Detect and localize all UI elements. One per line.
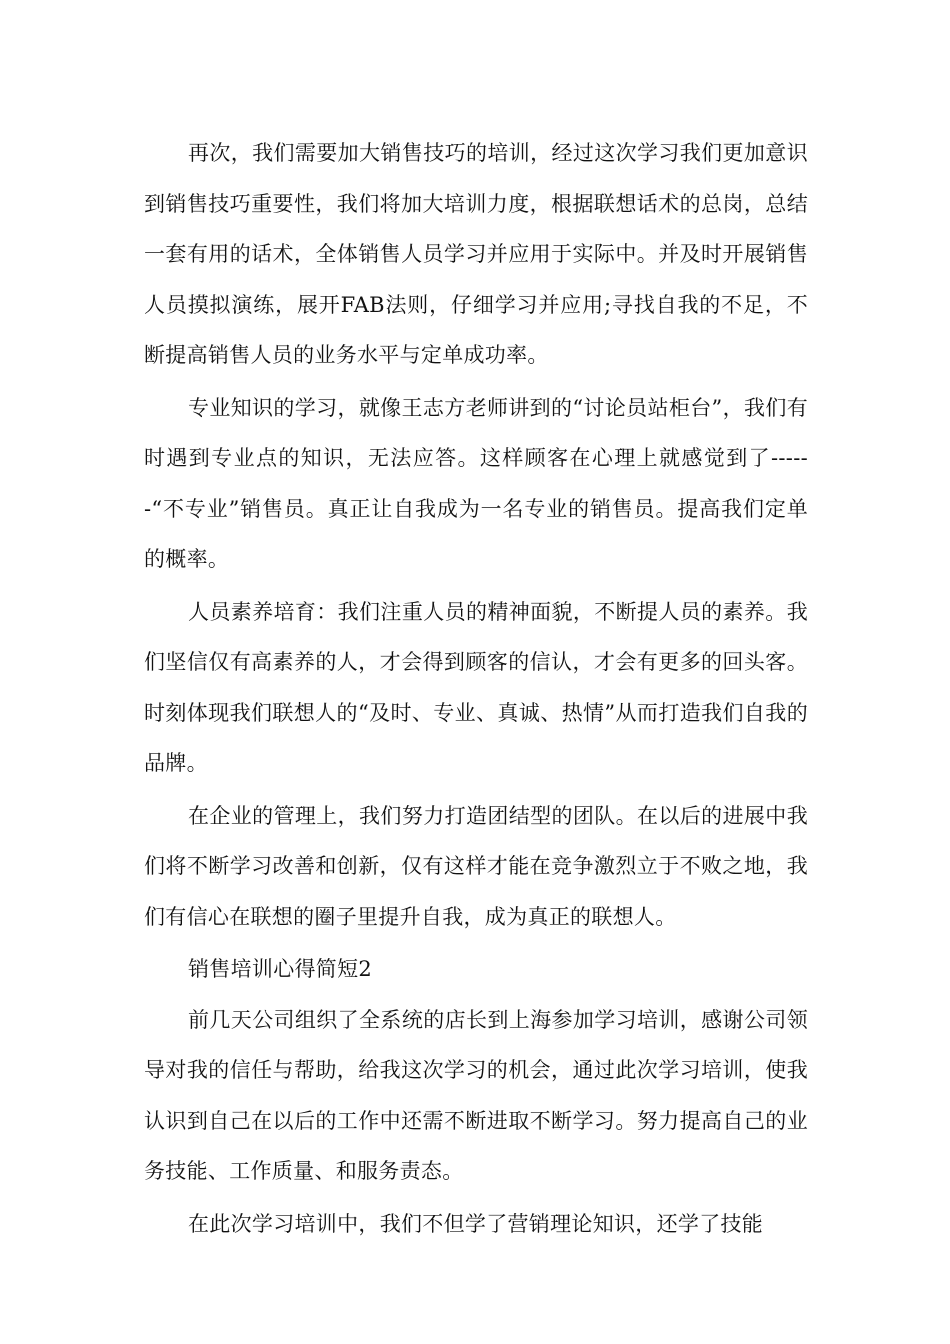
paragraph-professional-knowledge: 专业知识的学习，就像王志方老师讲到的“讨论员站柜台”，我们有时遇到专业点的知识，无法应答。这样顾客在心理上就感觉到了------“不专业”销售员。真正让自我成为一名专业的销售员。提高我们定单的概率。 xyxy=(144,395,808,571)
paragraph-management: 在企业的管理上，我们努力打造团结型的团队。在以后的进展中我们将不断学习改善和创新，仅有这样才能在竞争激烈立于不败之地，我们有信心在联想的圈子里提升自我，成为真正的联想人。 xyxy=(144,803,808,929)
paragraph-sales-skills: 再次，我们需要加大销售技巧的培训，经过这次学习我们更加意识到销售技巧重要性，我们将加大培训力度，根据联想话术的总岗，总结一套有用的话术，全体销售人员学习并应用于实际中。并及时开展销售人员摸拟演练，展开FAB法则，仔细学习并应用;寻找自我的不足，不断提高销售人员的业务水平与定单成功率。 xyxy=(144,141,808,367)
paragraph-training-trip: 前几天公司组织了全系统的店长到上海参加学习培训，感谢公司领导对我的信任与帮助，给我这次学习的机会，通过此次学习培训，使我认识到自己在以后的工作中还需不断进取不断学习。努力提高自己的业务技能、工作质量、和服务责态。 xyxy=(144,1007,808,1183)
paragraph-staff-quality: 人员素养培育：我们注重人员的精神面貌，不断提人员的素养。我们坚信仅有高素养的人，才会得到顾客的信认，才会有更多的回头客。时刻体现我们联想人的“及时、专业、真诚、热情”从而打造我们自我的品牌。 xyxy=(144,599,808,775)
document-page xyxy=(144,128,808,1251)
section-heading: 销售培训心得简短2 xyxy=(188,957,373,981)
paragraph-training-content: 在此次学习培训中，我们不但学了营销理论知识，还学了技能 xyxy=(188,1211,764,1236)
